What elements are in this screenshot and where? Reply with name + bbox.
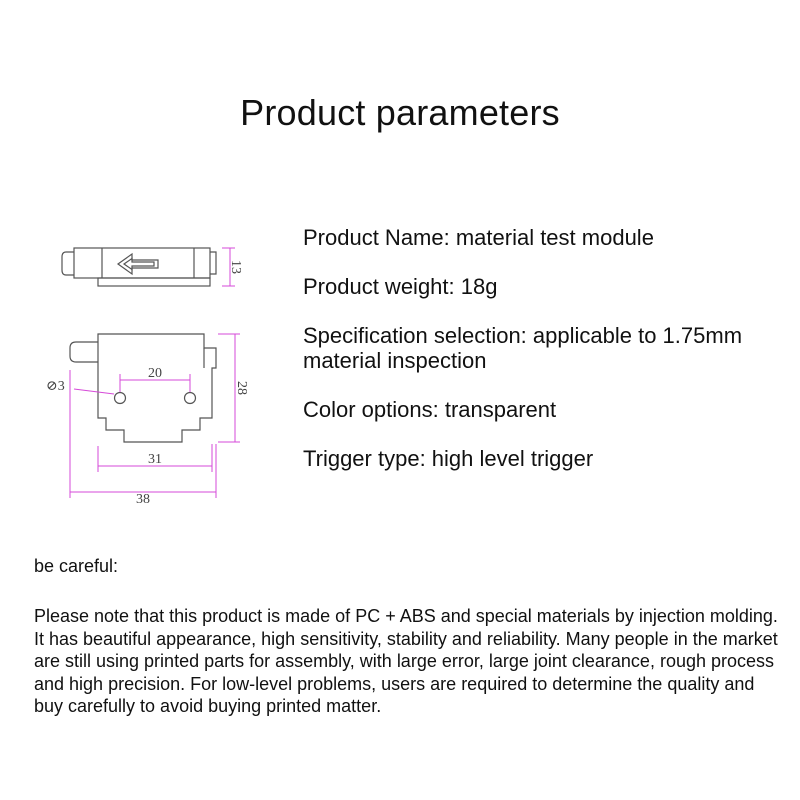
- param-trigger-type: Trigger type: high level trigger: [303, 446, 594, 471]
- front-dimensions: [70, 334, 240, 498]
- caution-heading: be careful:: [34, 556, 119, 576]
- dim-hole-diameter-label: ⊘3: [46, 379, 65, 394]
- page-title: Product parameters: [240, 92, 560, 133]
- param-product-weight: Product weight: 18g: [303, 274, 498, 299]
- side-view: [62, 248, 216, 286]
- module-dimension-drawing: [40, 230, 280, 520]
- param-specification: Specification selection: applicable to 1.75mm material inspection: [303, 323, 743, 373]
- param-color-options: Color options: transparent: [303, 397, 557, 422]
- side-height-dimension: [222, 248, 243, 286]
- dim-inner-width-label: 31: [148, 452, 162, 467]
- dim-front-height-label: 28: [234, 381, 249, 395]
- param-product-name: Product Name: material test module: [303, 225, 654, 250]
- dim-total-width-label: 38: [136, 492, 150, 507]
- dim-hole-spacing-label: 20: [148, 366, 162, 381]
- caution-note: Please note that this product is made of PC + ABS and special materials by injection molding. It has beautiful appearance, high sensitivity, stability and reliability. Many people in the market are still using printed parts for assembly, with large error, large joint clearance, rough process and high precision. For low-level problems, users are required to determine the quality and buy carefully to avoid buying printed matter.: [34, 606, 778, 716]
- dim-side-height-label: 13: [228, 260, 243, 274]
- parameter-list: [303, 225, 773, 495]
- front-view: [70, 334, 216, 442]
